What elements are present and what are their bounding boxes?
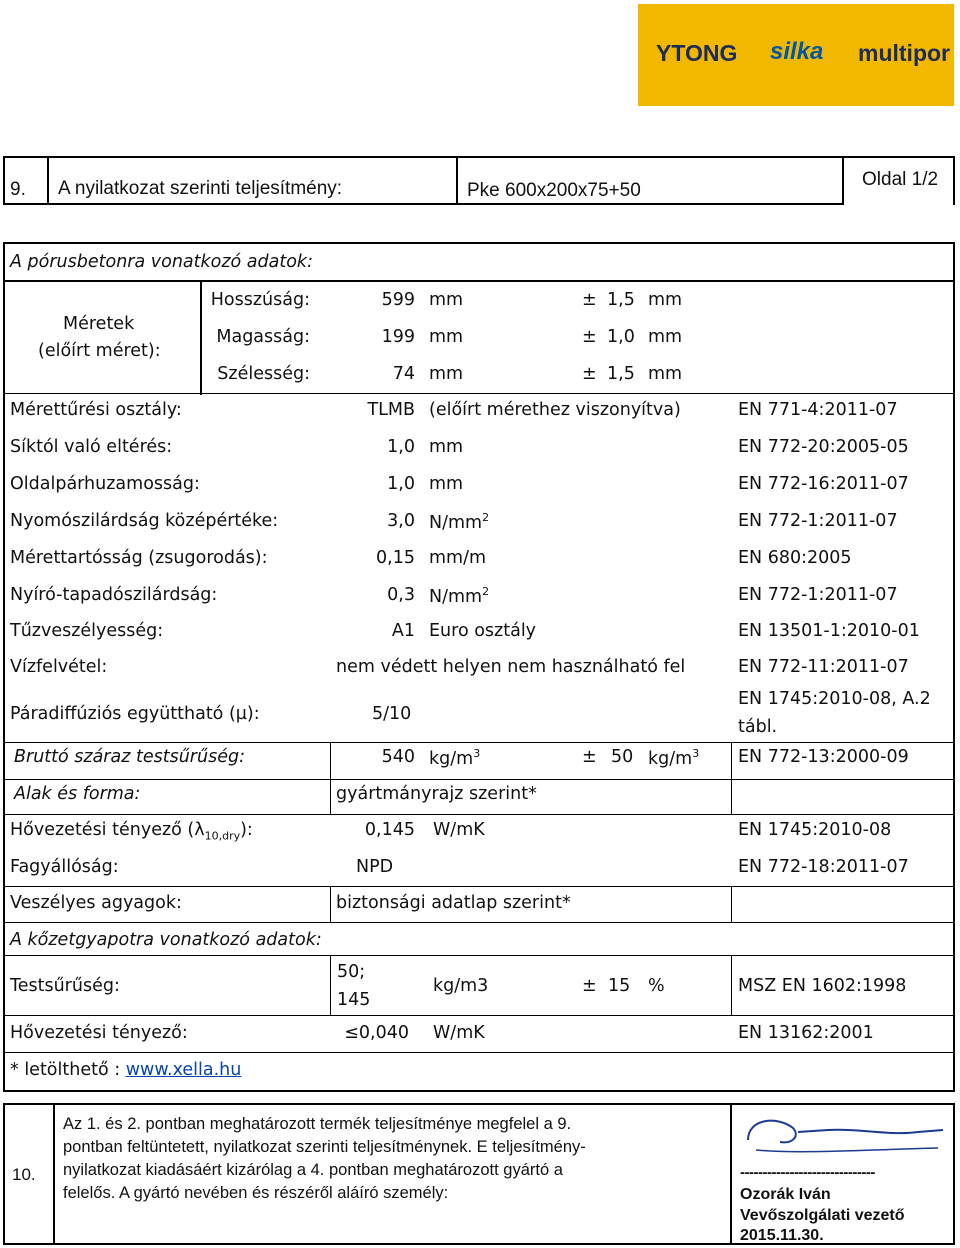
property-standard: EN 1745:2010-08: [738, 820, 892, 840]
main-top-border: [3, 242, 955, 244]
property-label: Páradiffúziós együttható (µ):: [10, 704, 260, 724]
download-prefix: * letölthető :: [10, 1060, 126, 1080]
property-standard: EN 772-11:2011-07: [738, 657, 909, 677]
property-standard: EN 680:2005: [738, 548, 852, 568]
shape-bottom-line: [3, 814, 955, 815]
property-unit: [429, 585, 489, 607]
hazard-divider-2: [731, 886, 732, 923]
unit-superscript: 3: [473, 747, 481, 760]
dim-tolerance-unit: mm: [648, 290, 683, 310]
dim-label: Hosszúság:: [210, 290, 310, 310]
hazard-top-line: [3, 886, 955, 887]
property-value: 0,15: [376, 548, 415, 568]
property-value: A1: [391, 621, 415, 641]
unit-text: kg/m: [648, 748, 693, 769]
property-standard-cont: tábl.: [738, 717, 778, 737]
label-text-end: ):: [240, 820, 253, 840]
wool-density-bottom-line: [3, 1015, 955, 1016]
dim-tolerance: 1,5: [607, 364, 635, 384]
signer-position: Vevőszolgálati vezető: [740, 1207, 905, 1224]
declaration-line: nyilatkozat kiadásáért kizárólag a 4. pontban meghatározott gyártó a: [63, 1161, 563, 1179]
property-label: Bruttó száraz testsűrűség:: [14, 747, 245, 767]
multipor-logo-text: multipor: [858, 40, 950, 66]
property-tolerance-unit: %: [648, 976, 665, 996]
property-standard: EN 772-20:2005-05: [738, 437, 909, 457]
signer-name: Ozorák Iván: [740, 1186, 831, 1203]
density-divider-2: [731, 742, 732, 780]
section-title: A nyilatkozat szerinti teljesítmény:: [58, 178, 343, 199]
declaration-line: felelős. A gyártó nevében és részéről aláíró személy:: [63, 1184, 449, 1202]
property-value: gyártmányrajz szerint*: [336, 784, 537, 804]
plus-minus-sign: ±: [582, 327, 597, 347]
property-unit: W/mK: [433, 1023, 485, 1043]
property-standard: EN 772-1:2011-07: [738, 511, 898, 531]
unit-superscript: 3: [692, 747, 700, 760]
page-indicator: Oldal 1/2: [862, 169, 939, 190]
property-value-cont: 145: [337, 990, 371, 1010]
shape-divider-1: [330, 779, 331, 815]
dim-value: 199: [381, 327, 415, 347]
header-bottom-border: [3, 203, 843, 205]
declaration-line: pontban feltüntetett, nyilatkozat szerinti teljesítménynek. E teljesítmény-: [63, 1138, 586, 1156]
property-tolerance: 15: [608, 976, 631, 996]
unit-superscript: 2: [482, 511, 490, 524]
dim-label: Szélesség:: [217, 364, 310, 384]
property-unit: mm: [429, 474, 464, 494]
property-standard: EN 13162:2001: [738, 1023, 874, 1043]
dim-unit: mm: [429, 290, 464, 310]
heading-bottom-border: [3, 280, 955, 282]
property-value: 1,0: [387, 437, 415, 457]
xella-brands-logo: [638, 4, 954, 106]
property-unit: mm/m: [429, 548, 487, 568]
hazard-bottom-line: [3, 922, 955, 923]
dims-bottom-line: [3, 393, 955, 394]
main-left-border: [3, 242, 5, 1092]
signature-line: ------------------------------: [740, 1164, 875, 1181]
property-unit: kg/m3: [433, 976, 489, 996]
property-unit: W/mK: [433, 820, 485, 840]
plus-minus-sign: ±: [582, 747, 597, 767]
property-unit: Euro osztály: [429, 621, 537, 641]
property-unit: mm: [429, 437, 464, 457]
dim-tolerance: 1,0: [607, 327, 635, 347]
s10-left-border: [3, 1103, 5, 1245]
property-label: Alak és forma:: [14, 784, 141, 804]
property-standard: EN 771-4:2011-07: [738, 400, 898, 420]
property-label: Tűzveszélyesség:: [10, 621, 164, 641]
property-unit: [429, 511, 489, 533]
property-value: nem védett helyen nem használható fel: [336, 657, 686, 677]
unit-text: N/mm: [429, 586, 483, 607]
dim-value: 74: [392, 364, 415, 384]
dim-tolerance-unit: mm: [648, 327, 683, 347]
property-standard: EN 772-1:2011-07: [738, 585, 898, 605]
label-text: Hővezetési tényező (λ: [10, 820, 205, 840]
density-top-line: [3, 742, 955, 743]
dim-unit: mm: [429, 327, 464, 347]
property-value: 5/10: [372, 704, 412, 724]
property-value: 1,0: [387, 474, 415, 494]
dim-unit: mm: [429, 364, 464, 384]
property-label: Testsűrűség:: [10, 976, 120, 996]
s10-divider-2: [730, 1103, 732, 1245]
property-label: Mérettűrési osztály:: [10, 400, 182, 420]
shape-divider-2: [731, 779, 732, 815]
property-unit: [429, 747, 480, 769]
label-subscript: 10,dry: [204, 829, 241, 843]
product-name: Pke 600x200x75+50: [467, 180, 641, 201]
property-value: 0,3: [387, 585, 415, 605]
signature-image: [738, 1110, 948, 1160]
property-label: Síktól való eltérés:: [10, 437, 173, 457]
property-label: Nyíró-tapadószilárdság:: [10, 585, 218, 605]
property-label: Nyomószilárdság középértéke:: [10, 511, 279, 531]
property-label: Fagyállóság:: [10, 857, 119, 877]
property-value: 0,145: [364, 820, 415, 840]
signature-date: 2015.11.30.: [740, 1227, 824, 1244]
dim-value: 599: [381, 290, 415, 310]
aac-heading: A pórusbetonra vonatkozó adatok:: [10, 252, 313, 272]
property-standard: MSZ EN 1602:1998: [738, 976, 907, 996]
property-value: 3,0: [387, 511, 415, 531]
dim-tolerance-unit: mm: [648, 364, 683, 384]
property-value: 50;: [337, 962, 366, 982]
silka-logo-text: silka: [770, 38, 824, 65]
hazard-divider-1: [330, 886, 331, 923]
unit-text: N/mm: [429, 512, 483, 533]
property-label: Mérettartósság (zsugorodás):: [10, 548, 268, 568]
wool-top-line: [3, 955, 955, 956]
property-value: TLMB: [367, 400, 415, 420]
property-label: Vízfelvétel:: [10, 657, 108, 677]
property-label: Oldalpárhuzamosság:: [10, 474, 200, 494]
wool-divider-1: [330, 955, 331, 1016]
property-tolerance: 50: [611, 747, 634, 767]
property-standard: EN 772-18:2011-07: [738, 857, 909, 877]
property-value: biztonsági adatlap szerint*: [336, 893, 571, 913]
header-right-border: [953, 156, 955, 205]
dims-label-line1: Méretek: [63, 314, 135, 334]
xella-website-link[interactable]: www.xella.hu: [125, 1060, 242, 1080]
wool-heading: A kőzetgyapotra vonatkozó adatok:: [10, 930, 322, 950]
property-standard: EN 1745:2010-08, A.2: [738, 689, 931, 709]
property-standard: EN 13501-1:2010-01: [738, 621, 920, 641]
unit-superscript: 2: [482, 585, 490, 598]
plus-minus-sign: ±: [582, 364, 597, 384]
header-divider-3: [842, 156, 844, 205]
declaration-text: [63, 1113, 586, 1205]
plus-minus-sign: ±: [582, 976, 597, 996]
s10-top-border: [3, 1103, 955, 1105]
s10-right-border: [953, 1103, 955, 1245]
ytong-logo-text: YTONG: [656, 40, 738, 66]
dims-label-line2: (előírt méret):: [38, 341, 161, 361]
main-bottom-border: [3, 1090, 955, 1092]
property-value: NPD: [356, 857, 394, 877]
unit-text: kg/m: [429, 748, 474, 769]
wool-divider-2: [731, 955, 732, 1016]
property-label: Veszélyes agyagok:: [10, 893, 182, 913]
shape-top-line: [3, 779, 955, 780]
download-note: [10, 1060, 241, 1080]
section-number-10: 10.: [12, 1165, 36, 1184]
dim-label: Magasság:: [216, 327, 310, 347]
declaration-line: Az 1. és 2. pontban meghatározott termék teljesítménye megfelel a 9.: [63, 1115, 572, 1133]
density-divider-1: [330, 742, 331, 780]
header-divider-1: [47, 156, 49, 205]
property-value: ≤0,040: [344, 1023, 409, 1043]
property-standard: EN 772-13:2000-09: [738, 747, 909, 767]
property-label: Hővezetési tényező:: [10, 1023, 188, 1043]
dim-tolerance: 1,5: [607, 290, 635, 310]
property-value: 540: [381, 747, 415, 767]
property-tolerance-unit: [648, 747, 699, 769]
plus-minus-sign: ±: [582, 290, 597, 310]
header-left-border: [3, 156, 5, 205]
header-divider-2: [456, 156, 458, 205]
wool-bottom-line: [3, 1052, 955, 1053]
header-top-border: [3, 156, 955, 158]
s10-divider-1: [53, 1103, 55, 1245]
section-number-9: 9.: [10, 179, 26, 200]
property-standard: EN 772-16:2011-07: [738, 474, 909, 494]
main-right-border: [953, 242, 955, 1092]
property-unit: (előírt mérethez viszonyítva): [429, 400, 681, 420]
property-label: [10, 820, 253, 843]
